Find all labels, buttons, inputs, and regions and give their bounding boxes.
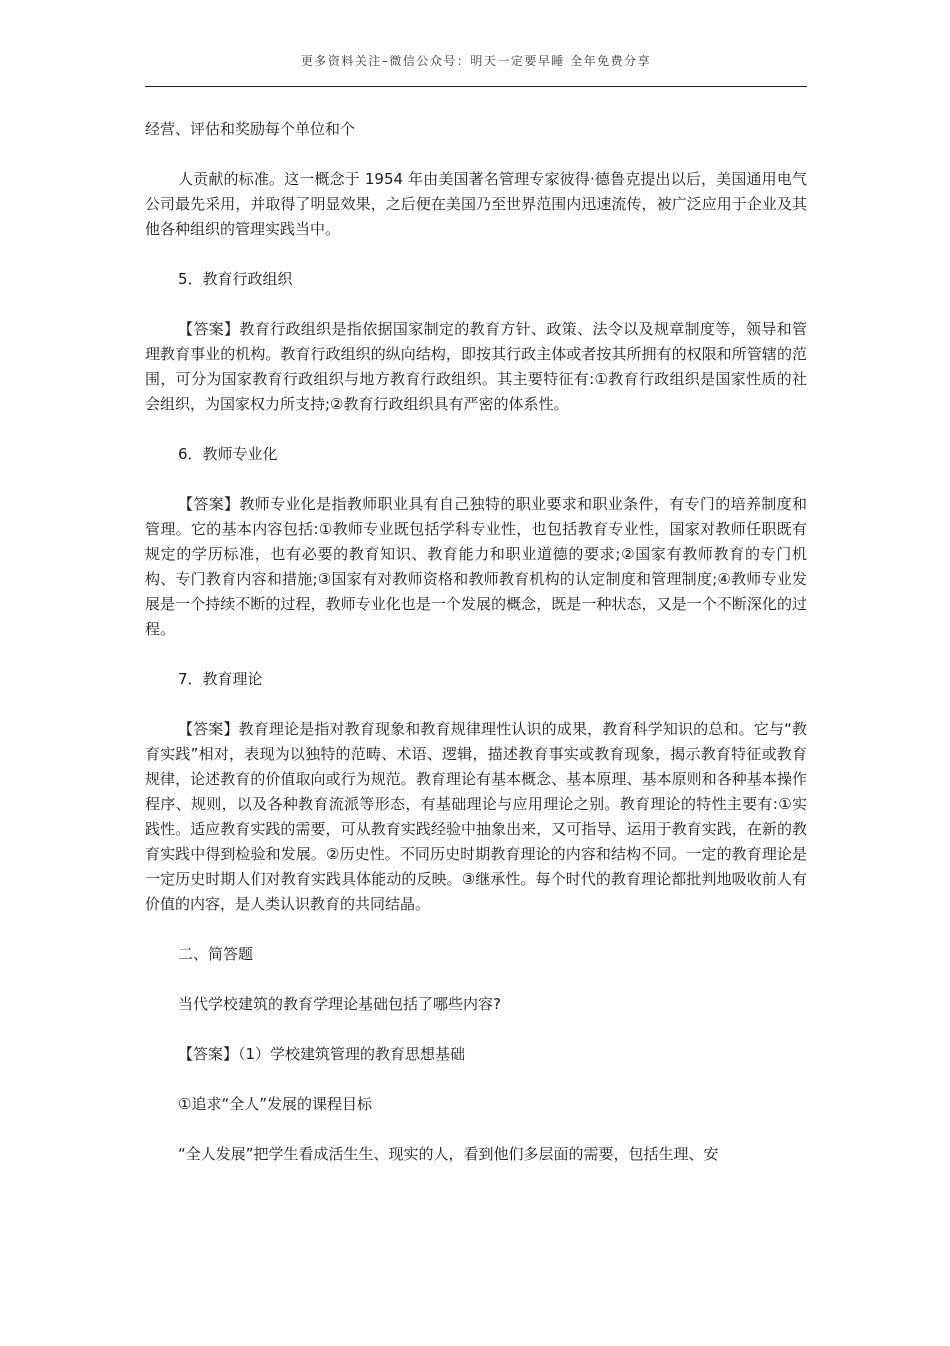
item-7-title: 7．教育理论 (178, 670, 263, 688)
section-2-title: 二、简答题 (178, 945, 254, 963)
item-5-answer: 【答案】教育行政组织是指依据国家制定的教育方针、政策、法令以及规章制度等，领导和管理教育事业的机构。教育行政组织的纵向结构，即按其行政主体或者按其所拥有的权限和所管辖的范围，可分为国家教育行政组织与地方教育行政组织。其主要特征有:①教育行政组织是国家性质的社会组织，为国家权力所支持;②教育行政组织具有严密的体系性。 (145, 320, 807, 413)
header-divider (145, 86, 807, 87)
item-6-answer: 【答案】教师专业化是指教师职业具有自己独特的职业要求和职业条件，有专门的培养制度和管理。它的基本内容包括:①教师专业既包括学科专业性，也包括教育专业性，国家对教师任职既有规定的学历标准，也有必要的教育知识、教育能力和职业道德的要求;②国家有教师教育的专门机构、专门教育内容和措施;③国家有对教师资格和教师教育机构的认定制度和管理制度;④教师专业发展是一个持续不断的过程，教师专业化也是一个发展的概念，既是一种状态，又是一个不断深化的过程。 (145, 495, 807, 638)
document-body (145, 117, 807, 1167)
item-7-answer: 【答案】教育理论是指对教育现象和教育规律理性认识的成果，教育科学知识的总和。它与“教育实践”相对，表现为以独特的范畴、术语、逻辑，描述教育事实或教育现象，揭示教育特征或教育规律，论述教育的价值取向或行为规范。教育理论有基本概念、基本原理、基本原则和各种基本操作程序、规则，以及各种教育流派等形态，有基础理论与应用理论之别。教育理论的特性主要有:①实践性。适应教育实践的需要，可从教育实践经验中抽象出来，又可指导、运用于教育实践，在新的教育实践中得到检验和发展。②历史性。不同历史时期教育理论的内容和结构不同。一定的教育理论是一定历史时期人们对教育实践具体能动的反映。③继承性。每个时代的教育理论都批判地吸收前人有价值的内容，是人类认识教育的共同结晶。 (145, 720, 807, 913)
sub-point: ①追求“全人”发展的课程目标 (178, 1095, 372, 1113)
intro-paragraph: 人贡献的标准。这一概念于 1954 年由美国著名管理专家彼得·德鲁克提出以后，美国通用电气公司最先采用，并取得了明显效果，之后便在美国乃至世界范围内迅速流传，被广泛应用于企业及其他各种组织的管理实践当中。 (145, 170, 807, 238)
item-6-title: 6．教师专业化 (178, 445, 278, 463)
item-5-title: 5．教育行政组织 (178, 270, 293, 288)
page-header-banner: 更多资料关注–微信公众号：明天一定要早睡 全年免费分享 (300, 54, 652, 68)
intro-line: 经营、评估和奖励每个单位和个 (145, 120, 356, 138)
answer-heading: 【答案】（1）学校建筑管理的教育思想基础 (178, 1045, 466, 1063)
last-paragraph: “全人发展”把学生看成活生生、现实的人，看到他们多层面的需要，包括生理、安 (178, 1145, 719, 1163)
question-text: 当代学校建筑的教育学理论基础包括了哪些内容? (178, 995, 501, 1013)
